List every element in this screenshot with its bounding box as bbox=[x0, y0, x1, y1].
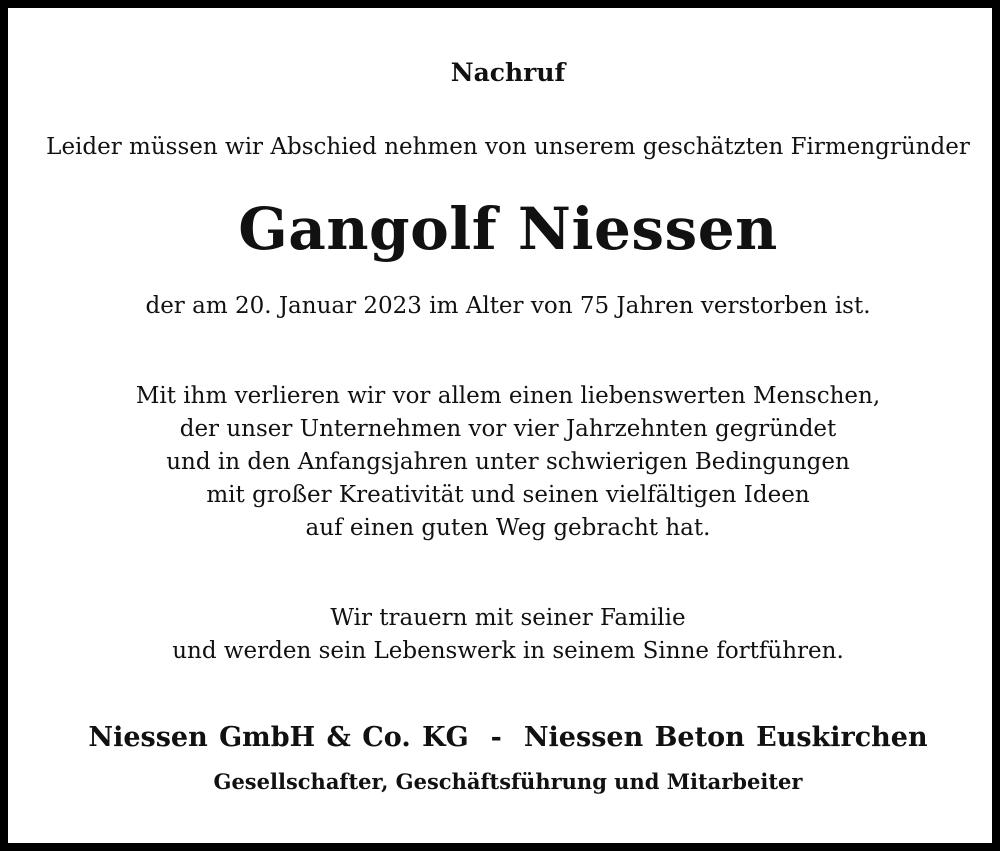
death-date-line: der am 20. Januar 2023 im Alter von 75 Jahren verstorben ist. bbox=[145, 293, 871, 319]
company-separator: - bbox=[490, 722, 502, 753]
company-name-left: Niessen GmbH & Co. KG bbox=[88, 722, 469, 753]
company-line bbox=[8, 724, 1000, 751]
mourning-paragraph bbox=[8, 602, 1000, 668]
mourning-line: und werden sein Lebenswerk in seinem Sinne fortführen. bbox=[172, 638, 844, 664]
tribute-line: und in den Anfangsjahren unter schwierigen Bedingungen bbox=[166, 449, 850, 475]
heading: Nachruf bbox=[450, 58, 566, 87]
deceased-name: Gangolf Niessen bbox=[238, 195, 778, 263]
intro-text: Leider müssen wir Abschied nehmen von unserem geschätzten Firmengründer bbox=[46, 134, 970, 160]
tribute-line: der unser Unternehmen vor vier Jahrzehnten gegründet bbox=[179, 416, 837, 442]
mourning-line: Wir trauern mit seiner Familie bbox=[330, 605, 686, 631]
tribute-line: mit großer Kreativität und seinen vielfältigen Ideen bbox=[206, 482, 810, 508]
company-name-right: Niessen Beton Euskirchen bbox=[523, 722, 928, 753]
tribute-line: Mit ihm verlieren wir vor allem einen liebenswerten Menschen, bbox=[135, 383, 881, 409]
tribute-paragraph bbox=[8, 380, 1000, 545]
tribute-line: auf einen guten Weg gebracht hat. bbox=[305, 515, 711, 541]
signatories-line: Gesellschafter, Geschäftsführung und Mitarbeiter bbox=[213, 769, 803, 794]
